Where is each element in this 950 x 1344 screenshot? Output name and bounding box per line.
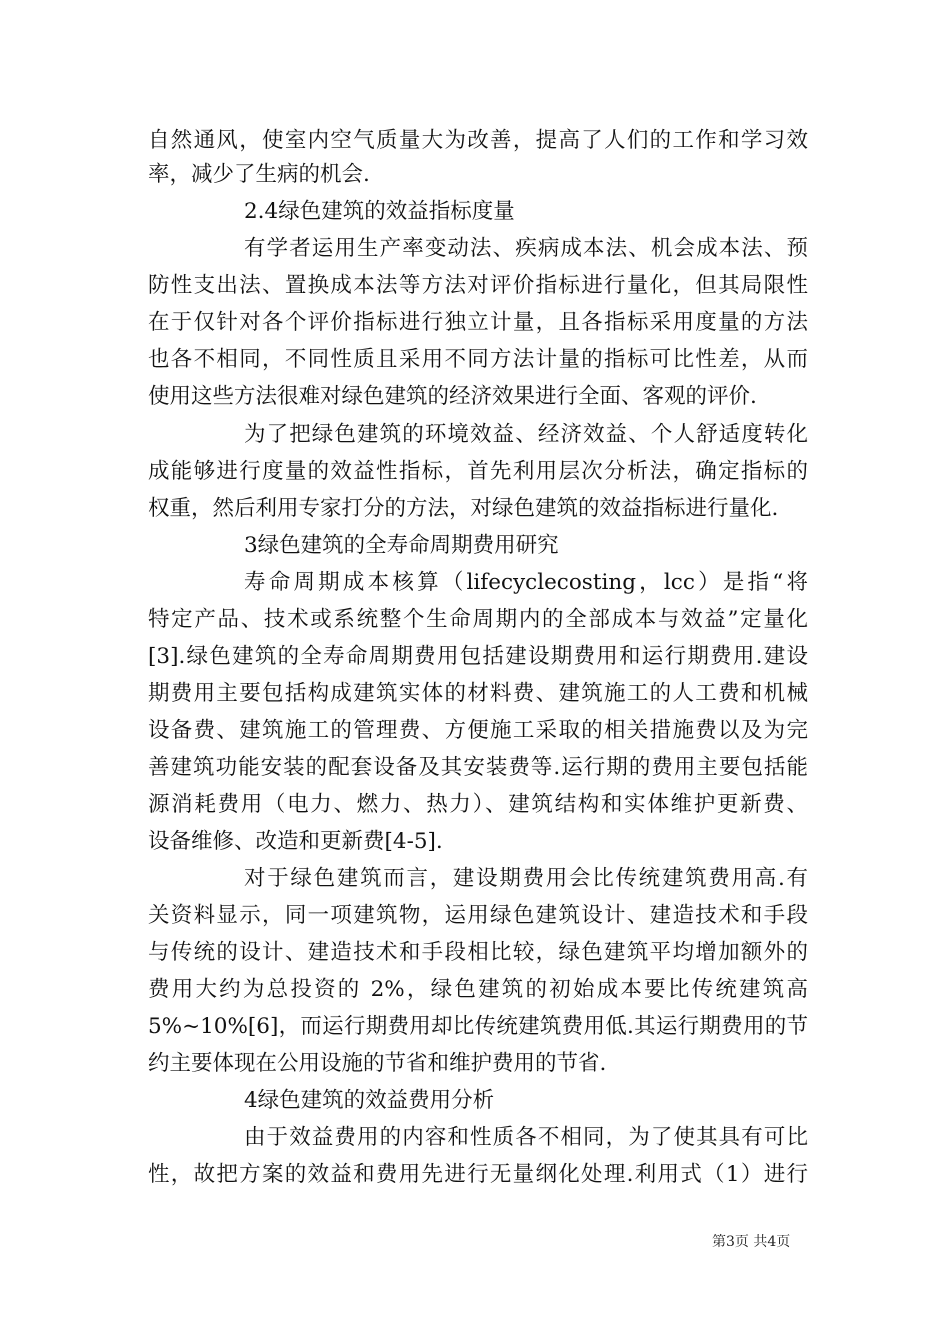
body-line: 约主要体现在公用设施的节省和维护费用的节省. xyxy=(148,1051,607,1076)
body-line: 关资料显示，同一项建筑物，运用绿色建筑设计、建造技术和手段 xyxy=(148,903,808,928)
body-line: 善建筑功能安装的配套设备及其安装费等.运行期的费用主要包括能 xyxy=(148,755,808,780)
body-line: 设备维修、改造和更新费[4-5]. xyxy=(148,829,443,854)
body-line: 为了把绿色建筑的环境效益、经济效益、个人舒适度转化 xyxy=(244,422,808,447)
body-line: 特定产品、技术或系统整个生命周期内的全部成本与效益”定量化 xyxy=(148,607,808,632)
body-line: 对于绿色建筑而言，建设期费用会比传统建筑费用高.有 xyxy=(244,866,808,891)
body-line: 在于仅针对各个评价指标进行独立计量，且各指标采用度量的方法 xyxy=(148,310,808,335)
body-line: 率，减少了生病的机会. xyxy=(148,162,370,187)
page-number-footer: 第3页 共4页 xyxy=(712,1234,791,1250)
body-line: 源消耗费用（电力、燃力、热力）、建筑结构和实体维护更新费、 xyxy=(148,792,808,817)
body-line: 自然通风，使室内空气质量大为改善，提高了人们的工作和学习效 xyxy=(148,128,808,153)
body-line: 使用这些方法很难对绿色建筑的经济效果进行全面、客观的评价. xyxy=(148,384,757,409)
body-line: 成能够进行度量的效益性指标，首先利用层次分析法，确定指标的 xyxy=(148,459,808,484)
body-line: 期费用主要包括构成建筑实体的材料费、建筑施工的人工费和机械 xyxy=(148,681,808,706)
section-heading-4: 4绿色建筑的效益费用分析 xyxy=(244,1088,495,1113)
body-line: 也各不相同，不同性质且采用不同方法计量的指标可比性差，从而 xyxy=(148,347,808,372)
section-heading-2-4: 2.4绿色建筑的效益指标度量 xyxy=(244,199,515,224)
body-line: 有学者运用生产率变动法、疾病成本法、机会成本法、预 xyxy=(244,236,808,261)
body-line: [3].绿色建筑的全寿命周期费用包括建设期费用和运行期费用.建设 xyxy=(148,644,808,669)
body-line: 防性支出法、置换成本法等方法对评价指标进行量化，但其局限性 xyxy=(148,273,808,298)
body-line: 5%~10%[6]，而运行期费用却比传统建筑费用低.其运行期费用的节 xyxy=(148,1014,808,1039)
body-line: 费用大约为总投资的 2%，绿色建筑的初始成本要比传统建筑高 xyxy=(148,977,808,1002)
body-line: 寿命周期成本核算（lifecyclecosting，lcc）是指“将 xyxy=(244,570,808,595)
body-line: 与传统的设计、建造技术和手段相比较，绿色建筑平均增加额外的 xyxy=(148,940,808,965)
body-line: 性，故把方案的效益和费用先进行无量纲化处理.利用式（1）进行 xyxy=(148,1162,808,1187)
body-line: 权重，然后利用专家打分的方法，对绿色建筑的效益指标进行量化. xyxy=(148,496,779,521)
section-heading-3: 3绿色建筑的全寿命周期费用研究 xyxy=(244,533,559,558)
body-line: 由于效益费用的内容和性质各不相同，为了使其具有可比 xyxy=(244,1125,808,1150)
body-line: 设备费、建筑施工的管理费、方便施工采取的相关措施费以及为完 xyxy=(148,718,808,743)
